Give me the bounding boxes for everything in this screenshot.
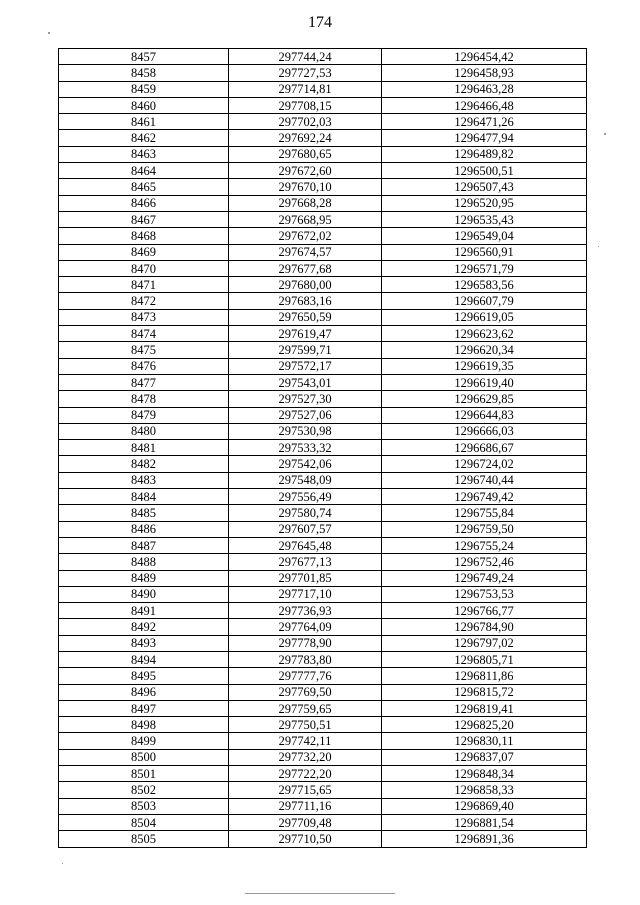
point-number-cell: 8477 — [59, 374, 229, 390]
point-number-cell: 8467 — [59, 211, 229, 227]
point-number-cell: 8466 — [59, 195, 229, 211]
y-coordinate-cell: 1296837,07 — [382, 749, 587, 765]
y-coordinate-cell: 1296766,77 — [382, 603, 587, 619]
y-coordinate-cell: 1296881,54 — [382, 814, 587, 830]
table-row — [59, 440, 587, 456]
table-row — [59, 358, 587, 374]
table-row — [59, 782, 587, 798]
y-coordinate-cell: 1296749,24 — [382, 570, 587, 586]
y-coordinate-cell: 1296620,34 — [382, 342, 587, 358]
point-number-cell: 8497 — [59, 700, 229, 716]
point-number-cell: 8479 — [59, 407, 229, 423]
y-coordinate-cell: 1296724,02 — [382, 456, 587, 472]
x-coordinate-cell: 297580,74 — [229, 505, 382, 521]
x-coordinate-cell: 297750,51 — [229, 717, 382, 733]
point-number-cell: 8481 — [59, 440, 229, 456]
x-coordinate-cell: 297710,50 — [229, 831, 382, 847]
x-coordinate-cell: 297769,50 — [229, 684, 382, 700]
x-coordinate-cell: 297727,53 — [229, 65, 382, 81]
x-coordinate-cell: 297548,09 — [229, 472, 382, 488]
x-coordinate-cell: 297607,57 — [229, 521, 382, 537]
x-coordinate-cell: 297543,01 — [229, 374, 382, 390]
x-coordinate-cell: 297619,47 — [229, 326, 382, 342]
point-number-cell: 8475 — [59, 342, 229, 358]
x-coordinate-cell: 297677,68 — [229, 260, 382, 276]
x-coordinate-cell: 297709,48 — [229, 814, 382, 830]
x-coordinate-cell: 297692,24 — [229, 130, 382, 146]
y-coordinate-cell: 1296507,43 — [382, 179, 587, 195]
point-number-cell: 8488 — [59, 554, 229, 570]
y-coordinate-cell: 1296454,42 — [382, 49, 587, 65]
x-coordinate-cell: 297722,20 — [229, 766, 382, 782]
y-coordinate-cell: 1296471,26 — [382, 114, 587, 130]
table-row — [59, 766, 587, 782]
y-coordinate-cell: 1296891,36 — [382, 831, 587, 847]
table-row — [59, 97, 587, 113]
point-number-cell: 8483 — [59, 472, 229, 488]
y-coordinate-cell: 1296755,24 — [382, 537, 587, 553]
point-number-cell: 8491 — [59, 603, 229, 619]
x-coordinate-cell: 297711,16 — [229, 798, 382, 814]
y-coordinate-cell: 1296619,40 — [382, 374, 587, 390]
point-number-cell: 8503 — [59, 798, 229, 814]
table-row — [59, 163, 587, 179]
point-number-cell: 8465 — [59, 179, 229, 195]
table-row — [59, 277, 587, 293]
point-number-cell: 8478 — [59, 391, 229, 407]
y-coordinate-cell: 1296571,79 — [382, 260, 587, 276]
point-number-cell: 8493 — [59, 635, 229, 651]
x-coordinate-cell: 297556,49 — [229, 489, 382, 505]
y-coordinate-cell: 1296623,62 — [382, 326, 587, 342]
y-coordinate-cell: 1296686,67 — [382, 440, 587, 456]
y-coordinate-cell: 1296619,05 — [382, 309, 587, 325]
y-coordinate-cell: 1296830,11 — [382, 733, 587, 749]
table-row — [59, 211, 587, 227]
y-coordinate-cell: 1296560,91 — [382, 244, 587, 260]
y-coordinate-cell: 1296749,42 — [382, 489, 587, 505]
y-coordinate-cell: 1296619,35 — [382, 358, 587, 374]
x-coordinate-cell: 297783,80 — [229, 651, 382, 667]
y-coordinate-cell: 1296815,72 — [382, 684, 587, 700]
point-number-cell: 8464 — [59, 163, 229, 179]
point-number-cell: 8489 — [59, 570, 229, 586]
y-coordinate-cell: 1296535,43 — [382, 211, 587, 227]
y-coordinate-cell: 1296520,95 — [382, 195, 587, 211]
point-number-cell: 8495 — [59, 668, 229, 684]
x-coordinate-cell: 297599,71 — [229, 342, 382, 358]
point-number-cell: 8485 — [59, 505, 229, 521]
y-coordinate-cell: 1296607,79 — [382, 293, 587, 309]
point-number-cell: 8476 — [59, 358, 229, 374]
x-coordinate-cell: 297680,00 — [229, 277, 382, 293]
x-coordinate-cell: 297677,13 — [229, 554, 382, 570]
table-row — [59, 635, 587, 651]
y-coordinate-cell: 1296759,50 — [382, 521, 587, 537]
y-coordinate-cell: 1296489,82 — [382, 146, 587, 162]
point-number-cell: 8496 — [59, 684, 229, 700]
point-number-cell: 8462 — [59, 130, 229, 146]
y-coordinate-cell: 1296869,40 — [382, 798, 587, 814]
point-number-cell: 8470 — [59, 260, 229, 276]
x-coordinate-cell: 297533,32 — [229, 440, 382, 456]
table-row — [59, 65, 587, 81]
x-coordinate-cell: 297736,93 — [229, 603, 382, 619]
point-number-cell: 8471 — [59, 277, 229, 293]
y-coordinate-cell: 1296583,56 — [382, 277, 587, 293]
x-coordinate-cell: 297650,59 — [229, 309, 382, 325]
point-number-cell: 8502 — [59, 782, 229, 798]
table-row — [59, 146, 587, 162]
point-number-cell: 8482 — [59, 456, 229, 472]
point-number-cell: 8505 — [59, 831, 229, 847]
table-row — [59, 668, 587, 684]
point-number-cell: 8457 — [59, 49, 229, 65]
x-coordinate-cell: 297702,03 — [229, 114, 382, 130]
x-coordinate-cell: 297572,17 — [229, 358, 382, 374]
table-row — [59, 619, 587, 635]
x-coordinate-cell: 297530,98 — [229, 423, 382, 439]
point-number-cell: 8480 — [59, 423, 229, 439]
y-coordinate-cell: 1296500,51 — [382, 163, 587, 179]
table-row — [59, 326, 587, 342]
point-number-cell: 8498 — [59, 717, 229, 733]
table-row — [59, 342, 587, 358]
y-coordinate-cell: 1296477,94 — [382, 130, 587, 146]
y-coordinate-cell: 1296755,84 — [382, 505, 587, 521]
y-coordinate-cell: 1296858,33 — [382, 782, 587, 798]
x-coordinate-cell: 297714,81 — [229, 81, 382, 97]
table-row — [59, 537, 587, 553]
x-coordinate-cell: 297645,48 — [229, 537, 382, 553]
y-coordinate-cell: 1296463,28 — [382, 81, 587, 97]
table-row — [59, 554, 587, 570]
table-row — [59, 374, 587, 390]
table-row — [59, 309, 587, 325]
table-row — [59, 489, 587, 505]
table-row — [59, 293, 587, 309]
point-number-cell: 8468 — [59, 228, 229, 244]
page-number: 174 — [308, 14, 332, 31]
x-coordinate-cell: 297701,85 — [229, 570, 382, 586]
scan-speck — [48, 32, 50, 34]
x-coordinate-cell: 297683,16 — [229, 293, 382, 309]
table-row — [59, 114, 587, 130]
x-coordinate-cell: 297674,57 — [229, 244, 382, 260]
x-coordinate-cell: 297778,90 — [229, 635, 382, 651]
table-row — [59, 570, 587, 586]
table-row — [59, 391, 587, 407]
point-number-cell: 8459 — [59, 81, 229, 97]
table-row — [59, 733, 587, 749]
point-number-cell: 8490 — [59, 586, 229, 602]
table-row — [59, 651, 587, 667]
x-coordinate-cell: 297527,06 — [229, 407, 382, 423]
scan-speck — [604, 133, 606, 135]
y-coordinate-cell: 1296466,48 — [382, 97, 587, 113]
x-coordinate-cell: 297672,02 — [229, 228, 382, 244]
y-coordinate-cell: 1296740,44 — [382, 472, 587, 488]
point-number-cell: 8460 — [59, 97, 229, 113]
y-coordinate-cell: 1296784,90 — [382, 619, 587, 635]
y-coordinate-cell: 1296666,03 — [382, 423, 587, 439]
table-row — [59, 603, 587, 619]
point-number-cell: 8463 — [59, 146, 229, 162]
table-row — [59, 456, 587, 472]
point-number-cell: 8499 — [59, 733, 229, 749]
y-coordinate-cell: 1296805,71 — [382, 651, 587, 667]
table-row — [59, 49, 587, 65]
table-row — [59, 717, 587, 733]
table-row — [59, 423, 587, 439]
table-row — [59, 684, 587, 700]
point-number-cell: 8487 — [59, 537, 229, 553]
table-row — [59, 814, 587, 830]
point-number-cell: 8458 — [59, 65, 229, 81]
table-row — [59, 407, 587, 423]
point-number-cell: 8486 — [59, 521, 229, 537]
x-coordinate-cell: 297672,60 — [229, 163, 382, 179]
x-coordinate-cell: 297542,06 — [229, 456, 382, 472]
y-coordinate-cell: 1296825,20 — [382, 717, 587, 733]
point-number-cell: 8469 — [59, 244, 229, 260]
table-row — [59, 195, 587, 211]
table-row — [59, 831, 587, 847]
point-number-cell: 8474 — [59, 326, 229, 342]
y-coordinate-cell: 1296458,93 — [382, 65, 587, 81]
x-coordinate-cell: 297777,76 — [229, 668, 382, 684]
table-row — [59, 749, 587, 765]
x-coordinate-cell: 297668,95 — [229, 211, 382, 227]
table-row — [59, 260, 587, 276]
y-coordinate-cell: 1296549,04 — [382, 228, 587, 244]
point-number-cell: 8472 — [59, 293, 229, 309]
x-coordinate-cell: 297744,24 — [229, 49, 382, 65]
x-coordinate-cell: 297668,28 — [229, 195, 382, 211]
y-coordinate-cell: 1296644,83 — [382, 407, 587, 423]
point-number-cell: 8500 — [59, 749, 229, 765]
bottom-rule — [245, 893, 395, 894]
point-number-cell: 8501 — [59, 766, 229, 782]
scan-speck — [62, 863, 63, 864]
point-number-cell: 8461 — [59, 114, 229, 130]
table-row — [59, 586, 587, 602]
x-coordinate-cell: 297715,65 — [229, 782, 382, 798]
coordinates-table-body — [59, 49, 587, 848]
table-row — [59, 130, 587, 146]
x-coordinate-cell: 297717,10 — [229, 586, 382, 602]
y-coordinate-cell: 1296848,34 — [382, 766, 587, 782]
table-row — [59, 228, 587, 244]
table-row — [59, 244, 587, 260]
table-row — [59, 472, 587, 488]
x-coordinate-cell: 297527,30 — [229, 391, 382, 407]
point-number-cell: 8484 — [59, 489, 229, 505]
y-coordinate-cell: 1296797,02 — [382, 635, 587, 651]
x-coordinate-cell: 297670,10 — [229, 179, 382, 195]
y-coordinate-cell: 1296629,85 — [382, 391, 587, 407]
y-coordinate-cell: 1296811,86 — [382, 668, 587, 684]
x-coordinate-cell: 297732,20 — [229, 749, 382, 765]
table-row — [59, 505, 587, 521]
y-coordinate-cell: 1296753,53 — [382, 586, 587, 602]
coordinates-table — [58, 48, 587, 848]
table-row — [59, 81, 587, 97]
x-coordinate-cell: 297680,65 — [229, 146, 382, 162]
scan-speck — [598, 246, 599, 247]
x-coordinate-cell: 297708,15 — [229, 97, 382, 113]
table-row — [59, 521, 587, 537]
point-number-cell: 8504 — [59, 814, 229, 830]
table-row — [59, 179, 587, 195]
x-coordinate-cell: 297764,09 — [229, 619, 382, 635]
point-number-cell: 8492 — [59, 619, 229, 635]
table-row — [59, 798, 587, 814]
x-coordinate-cell: 297742,11 — [229, 733, 382, 749]
y-coordinate-cell: 1296752,46 — [382, 554, 587, 570]
x-coordinate-cell: 297759,65 — [229, 700, 382, 716]
y-coordinate-cell: 1296819,41 — [382, 700, 587, 716]
point-number-cell: 8494 — [59, 651, 229, 667]
table-row — [59, 700, 587, 716]
point-number-cell: 8473 — [59, 309, 229, 325]
